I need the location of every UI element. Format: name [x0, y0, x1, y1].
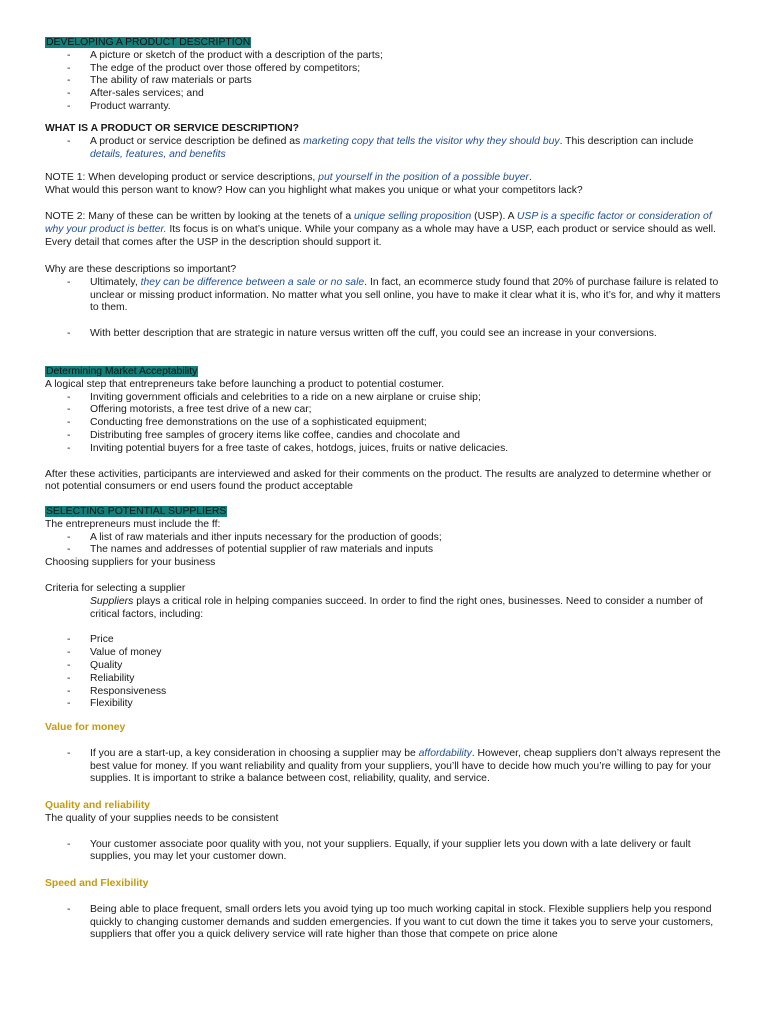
list-item: - Product warranty.: [45, 101, 725, 114]
why-question: Why are these descriptions so important?: [45, 264, 237, 275]
list-item: - After-sales services; and: [45, 88, 725, 101]
section-heading-suppliers: SELECTING POTENTIAL SUPPLIERS: [46, 506, 227, 517]
list-item: - The ability of raw materials or parts: [45, 75, 725, 88]
list-item: - Offering motorists, a free test drive of a new car;: [45, 404, 725, 417]
section-value-for-money: [45, 722, 725, 786]
list-item: - Price: [45, 634, 725, 647]
factors-list: [45, 634, 725, 711]
list-item: - The edge of the product over those offered by competitors;: [45, 63, 725, 76]
list-item: - If you are a start-up, a key consideration in choosing a supplier may be affordability. However, cheap suppliers don’t always represent the best value for money. If you want reliability and quality from your suppliers, you’ll have to decide how much you’re willing to pay for your supplies. It is important to strike a balance between cost, reliability, quality, and service.: [45, 748, 725, 786]
section-heading-market: Determining Market Acceptability: [46, 366, 198, 377]
value-list: [45, 748, 725, 786]
section-market-acceptability: [45, 366, 725, 494]
section-suppliers: [45, 506, 725, 711]
section-why-important: [45, 264, 725, 341]
quality-intro: The quality of your supplies needs to be consistent: [45, 812, 279, 824]
product-description-list: [45, 50, 725, 114]
criteria-title: Criteria for selecting a supplier: [45, 582, 186, 594]
market-after: After these activities, participants are interviewed and asked for their comments on the product. The results are analyzed to determine whether or not potential consumers or end users found the product acceptable: [45, 468, 712, 493]
section-quality-reliability: [45, 800, 725, 864]
list-item: - A picture or sketch of the product with a description of the parts;: [45, 50, 725, 63]
list-item: - With better description that are strategic in nature versus written off the cuff, you could see an increase in your conversions.: [45, 328, 725, 341]
list-item: - Inviting potential buyers for a free taste of cakes, hotdogs, juices, fruits or native delicacies.: [45, 443, 725, 456]
list-item: - Conducting free demonstrations on the use of a sophisticated equipment;: [45, 417, 725, 430]
list-item: - A product or service description be defined as marketing copy that tells the visitor why they should buy. This description can include details, features, and benefits: [45, 136, 725, 162]
section-what-is: [45, 123, 725, 161]
list-item: - Your customer associate poor quality with you, not your suppliers. Equally, if your supplier lets you down with a late delivery or fault supplies, you may let your customer down.: [45, 839, 725, 865]
section-heading-what-is: WHAT IS A PRODUCT OR SERVICE DESCRIPTION?: [45, 123, 300, 134]
section-product-description: [45, 37, 725, 114]
market-intro: A logical step that entrepreneurs take before launching a product to potential costumer.: [45, 378, 445, 390]
list-item: - Flexibility: [45, 698, 725, 711]
section-speed-flexibility: [45, 878, 725, 942]
quality-list: [45, 839, 725, 865]
note-1-line1: NOTE 1: When developing product or service descriptions, put yourself in the position of a possible buyer.: [45, 172, 532, 183]
subheading-speed: Speed and Flexibility: [45, 878, 149, 889]
list-item: - Being able to place frequent, small orders lets you avoid tying up too much working capital in stock. Flexible suppliers help you respond quickly to changing customer demands and sudden emergencies. If you want to cut down the time it takes you to serve your customers, suppliers that offer you a quick delivery service will rate higher than those that compete on price alone: [45, 904, 725, 942]
list-item: - Distributing free samples of grocery items like coffee, candies and chocolate and: [45, 430, 725, 443]
list-item: - Ultimately, they can be difference between a sale or no sale. In fact, an ecommerce study found that 20% of purchase failure is related to unclear or missing product information. No matter what you sell online, you have to make it clear what it is, who it’s for, and why it matters to them.: [45, 277, 725, 315]
note-1: [45, 172, 725, 198]
list-item: - Value of money: [45, 647, 725, 660]
list-item: - Responsiveness: [45, 686, 725, 699]
list-item: - Quality: [45, 660, 725, 673]
list-item: - The names and addresses of potential supplier of raw materials and inputs: [45, 544, 725, 557]
subheading-value: Value for money: [45, 722, 126, 733]
note-2-text: NOTE 2: Many of these can be written by looking at the tenets of a unique selling proposition (USP). A USP is a specific factor or consideration of why your product is better. Its focus is on what’s unique. While your company as a whole may have a USP, each product or service should as well. Every detail that comes after the USP in the description should support it.: [45, 211, 716, 248]
criteria-text: Suppliers plays a critical role in helping companies succeed. In order to find the right ones, businesses. Need to consider a number of critical factors, including:: [90, 595, 703, 620]
section-heading-developing: DEVELOPING A PRODUCT DESCRIPTION: [46, 37, 251, 48]
market-list: [45, 392, 725, 456]
subheading-quality: Quality and reliability: [45, 800, 151, 811]
note-2: [45, 211, 725, 249]
suppliers-list: [45, 532, 725, 558]
list-item: - Reliability: [45, 673, 725, 686]
why-list: [45, 277, 725, 341]
suppliers-intro: The entrepreneurs must include the ff:: [45, 518, 221, 530]
suppliers-choosing: Choosing suppliers for your business: [45, 557, 216, 569]
what-is-list: [45, 136, 725, 162]
note-1-line2: What would this person want to know? How can you highlight what makes you unique or what your competitors lack?: [45, 184, 583, 196]
list-item: - A list of raw materials and ither inputs necessary for the production of goods;: [45, 532, 725, 545]
list-item: - Inviting government officials and celebrities to a ride on a new airplane or cruise ship;: [45, 392, 725, 405]
speed-list: [45, 904, 725, 942]
